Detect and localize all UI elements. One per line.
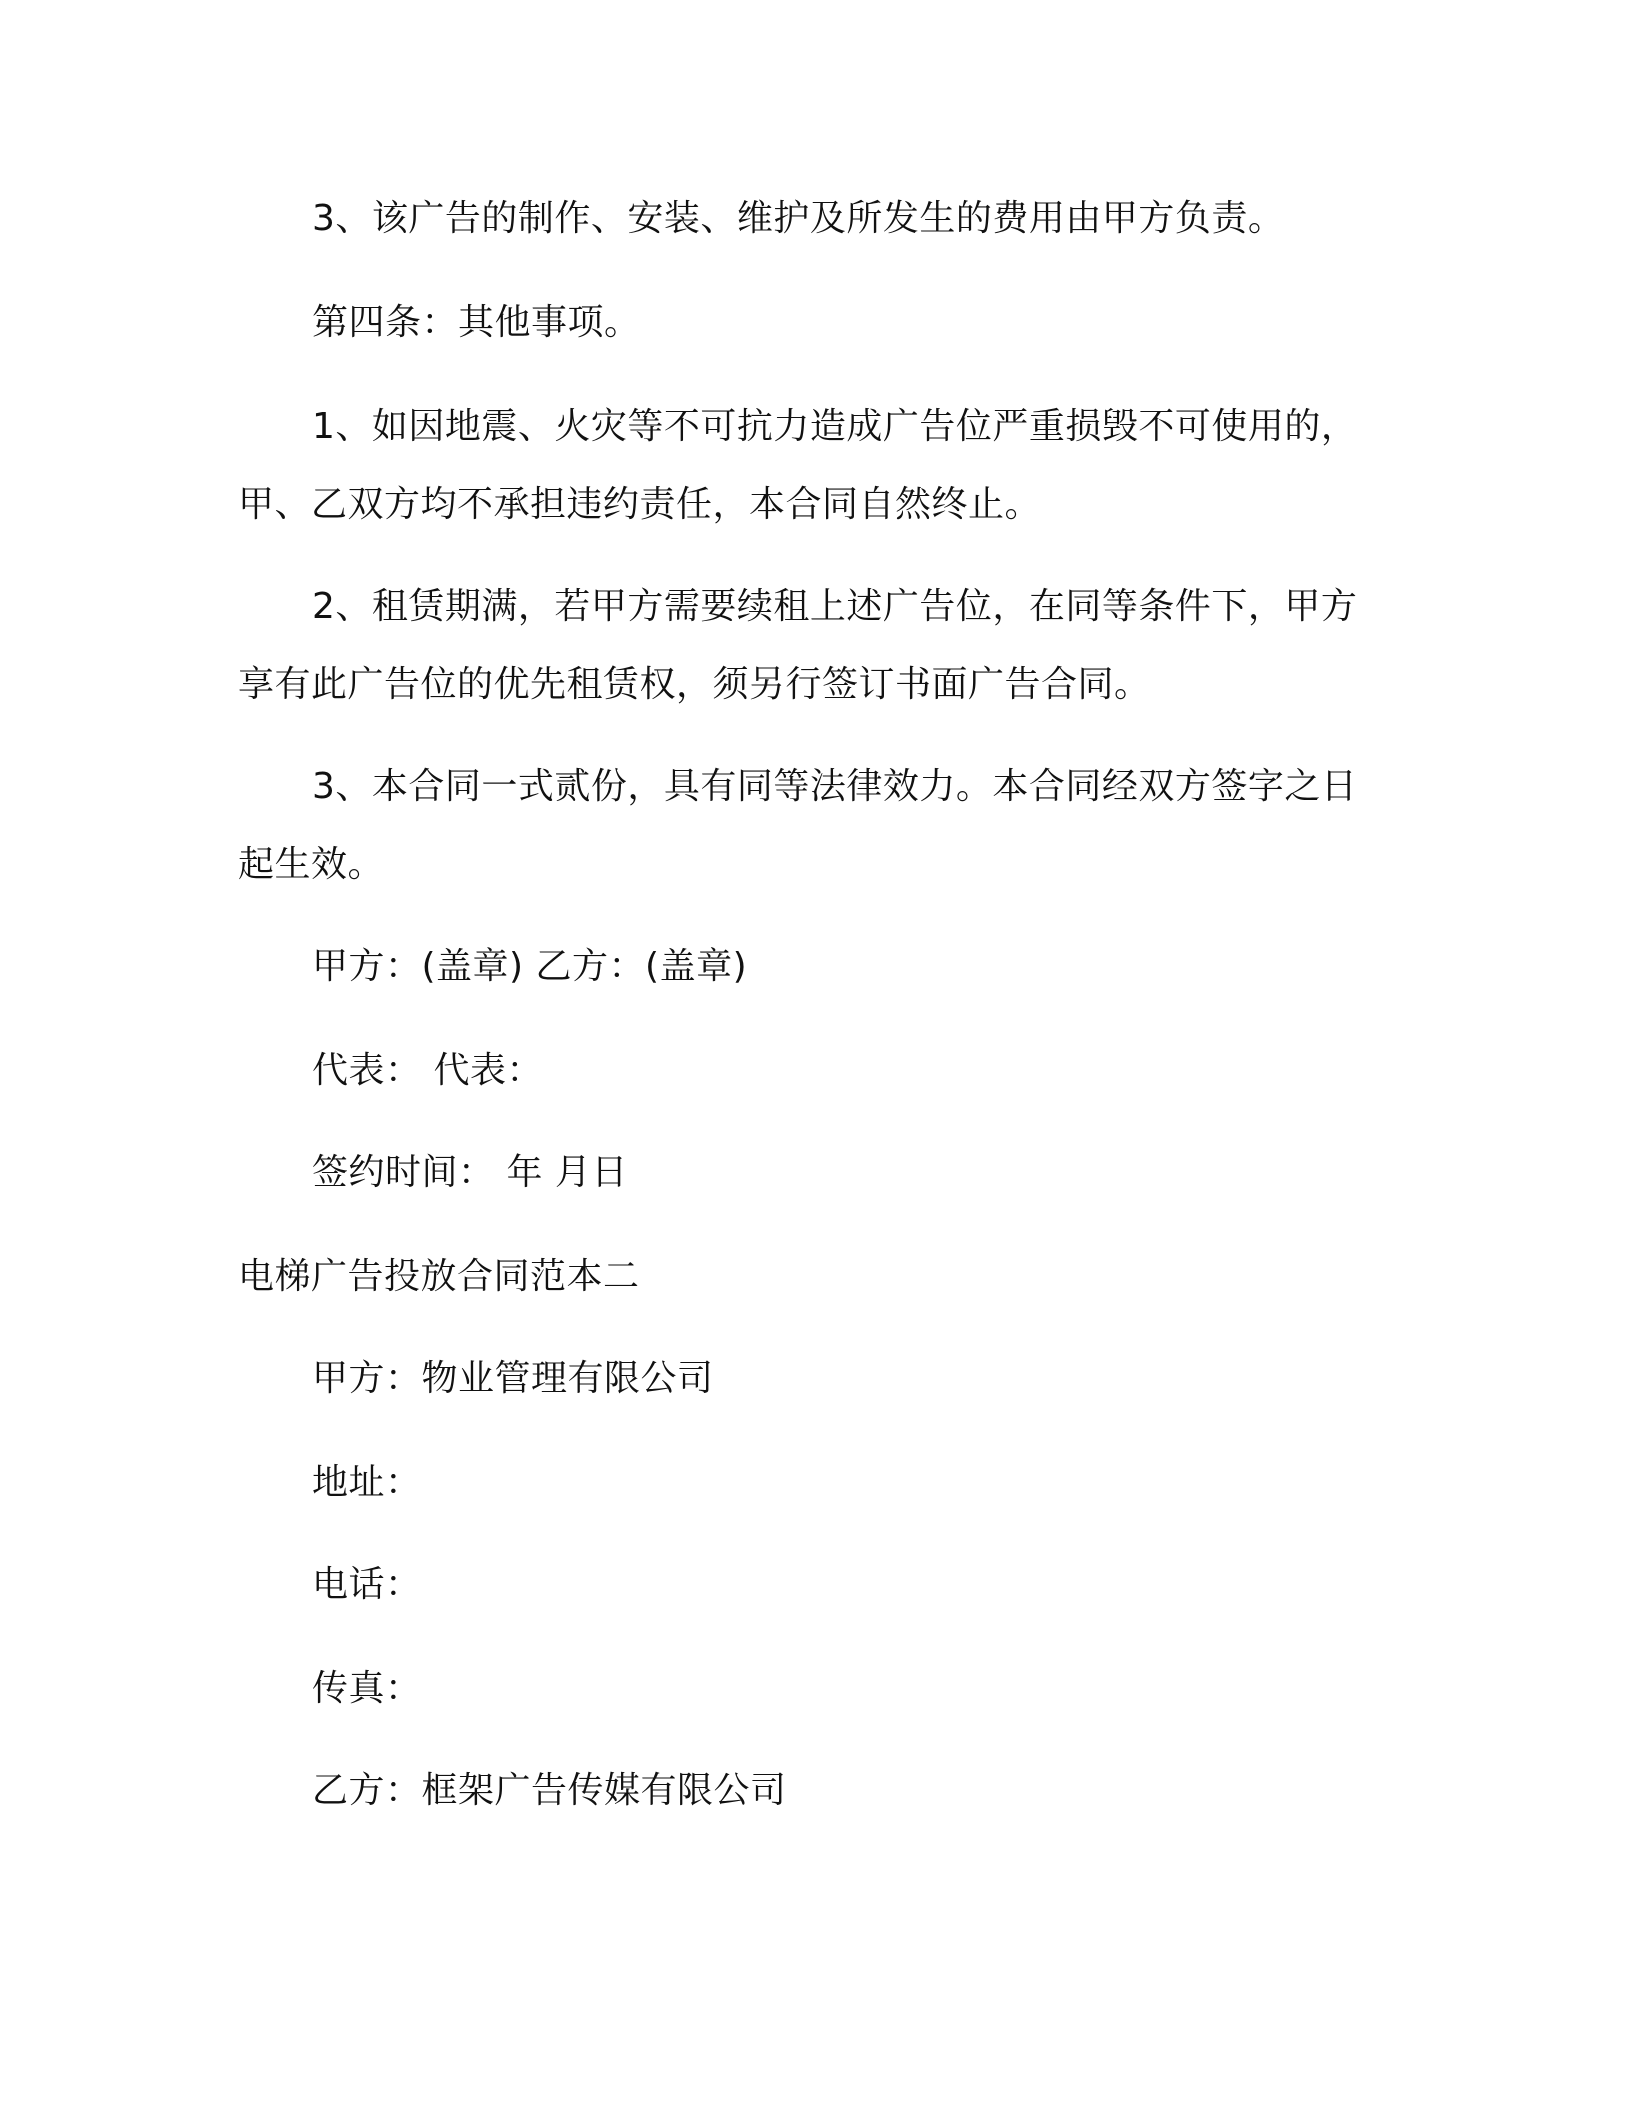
clause-1-force-majeure-cont: 甲、乙双方均不承担违约责任，本合同自然终止。: [238, 484, 1042, 525]
representative-line: 代表： 代表：: [312, 1050, 543, 1091]
party-a-fax: 传真：: [312, 1668, 422, 1709]
clause-2-lease-renewal-cont: 享有此广告位的优先租赁权，须另行签订书面广告合同。: [238, 664, 1151, 705]
clause-3-fee-responsibility: 3、该广告的制作、安装、维护及所发生的费用由甲方负责。: [312, 198, 1285, 239]
party-a-phone: 电话：: [312, 1564, 422, 1605]
party-a-name: 甲方：物业管理有限公司: [312, 1358, 714, 1399]
clause-2-lease-renewal: 2、租赁期满，若甲方需要续租上述广告位，在同等条件下，甲方: [312, 586, 1358, 627]
party-a-address: 地址：: [312, 1462, 422, 1503]
signing-date-line: 签约时间： 年 月日: [312, 1152, 628, 1193]
party-seal-line: 甲方：(盖章) 乙方：(盖章): [312, 946, 748, 987]
clause-3-copies-effect: 3、本合同一式贰份，具有同等法律效力。本合同经双方签字之日: [312, 766, 1358, 807]
clause-3-copies-effect-cont: 起生效。: [238, 844, 385, 885]
clause-1-force-majeure: 1、如因地震、火灾等不可抗力造成广告位严重损毁不可使用的，: [312, 406, 1358, 447]
article-4-heading: 第四条：其他事项。: [312, 302, 641, 343]
contract-template-2-title: 电梯广告投放合同范本二: [238, 1256, 640, 1297]
party-b-name: 乙方：框架广告传媒有限公司: [312, 1770, 787, 1811]
